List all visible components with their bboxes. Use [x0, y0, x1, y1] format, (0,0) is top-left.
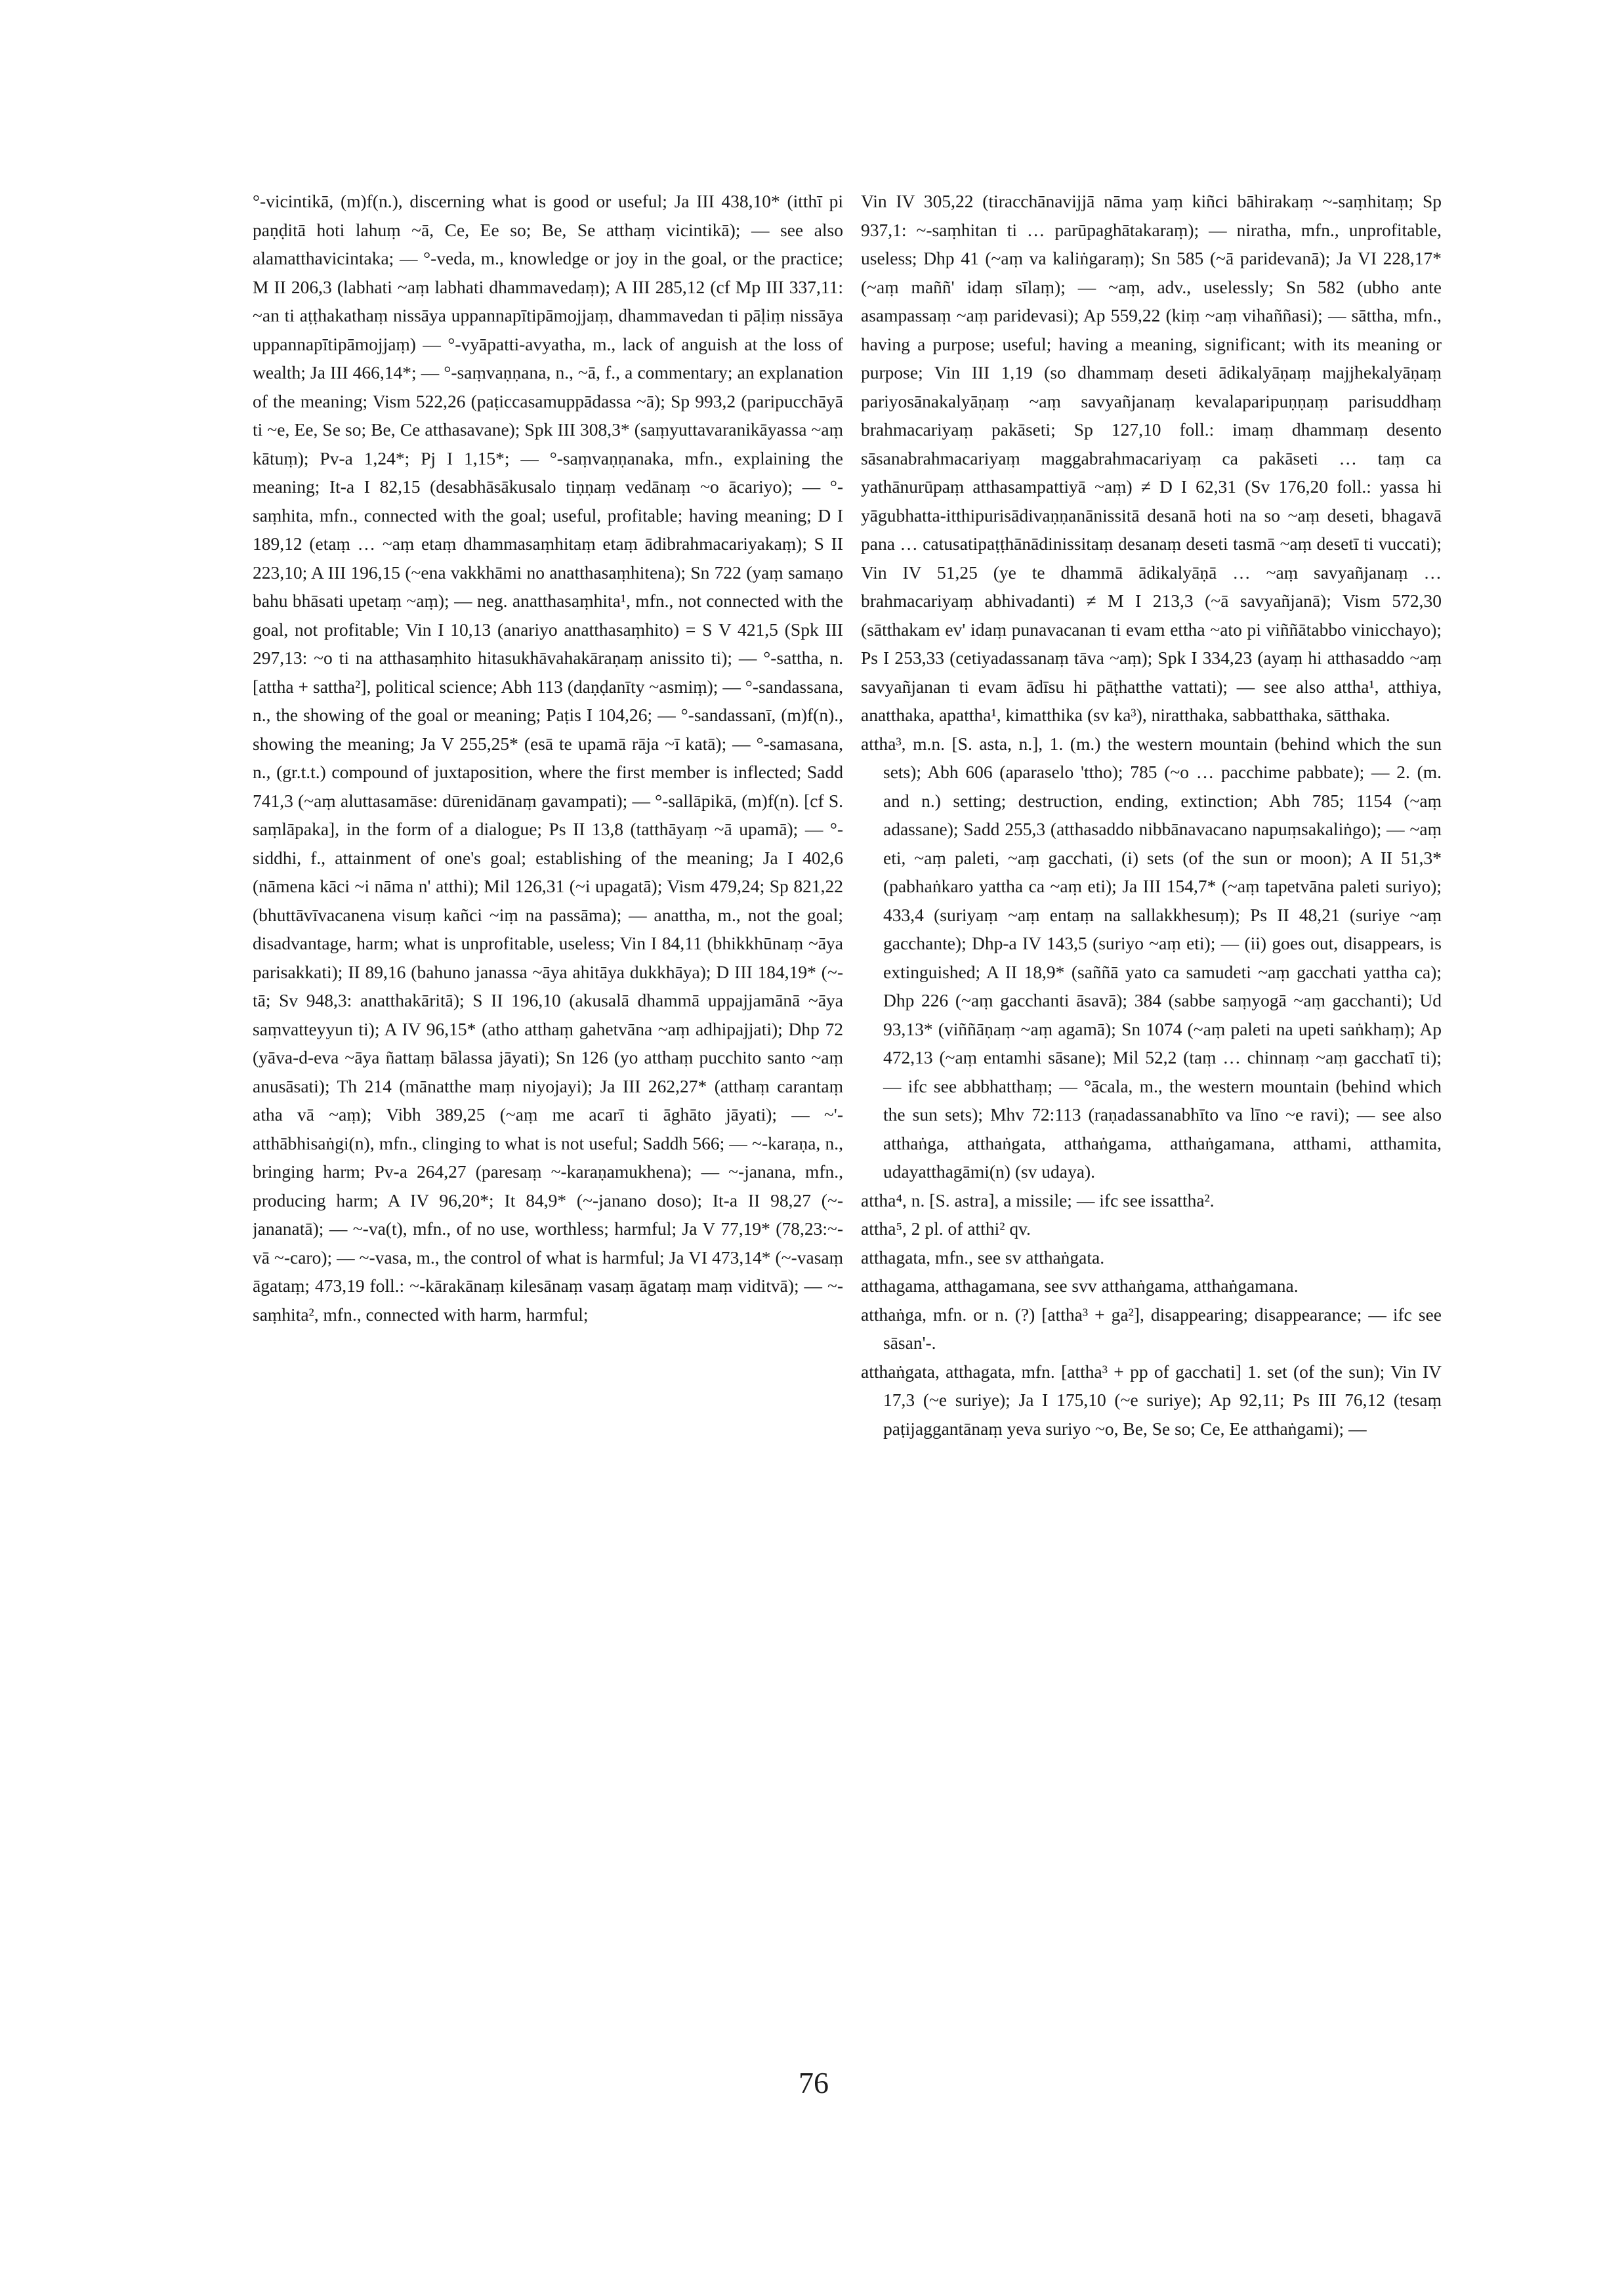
- entry-atthagama: atthagama, atthagamana, see svv atthaṅgama, atthaṅgamana.: [861, 1275, 1299, 1296]
- entry-atthangata: atthaṅgata, atthagata, mfn. [attha³ + pp of gacchati] 1. set (of the sun); Vin IV 17,3 (~e suriye); Ja I 175,10 (~e suriye); Ap 92,11; Ps III 76,12 (tesaṃ paṭijaggantānaṃ yeva suriyo ~o, Be, Se so; Ce, Ee atthaṅgami); —: [861, 1361, 1442, 1439]
- entry-attha4: attha⁴, n. [S. astra], a missile; — ifc see issattha².: [861, 1189, 1215, 1210]
- entry-atthagata: atthagata, mfn., see sv atthaṅgata.: [861, 1247, 1105, 1268]
- entry-attha5: attha⁵, 2 pl. of atthi² qv.: [861, 1218, 1031, 1239]
- left-column-text: °-vicintikā, (m)f(n.), discerning what is good or useful; Ja III 438,10* (itthī pi paṇḍitā hoti lahuṃ ~ā, Ce, Ee so; Be, Se atthaṃ vicintikā); — see also alamatthavicintaka; — °-veda, m., knowledge or joy in the goal, or the practice; M II 206,3 (labhati ~aṃ labhati dhammavedaṃ); A III 285,12 (cf Mp III 337,11: ~an ti aṭṭhakathaṃ nissāya uppannapītipāmojjaṃ, dhammavedan ti pāḷiṃ nissāya uppannapītipāmojjaṃ) — °-vyāpatti-avyatha, m., lack of anguish at the loss of wealth; Ja III 466,14*; — °-saṃvaṇṇana, n., ~ā, f., a commentary; an explanation of the meaning; Vism 522,26 (paṭiccasamuppādassa ~ā); Sp 993,2 (paripucchāyā ti ~e, Ee, Se so; Be, Ce atthasavane); Spk III 308,3* (saṃyuttavaranikāyassa ~aṃ kātuṃ); Pv-a 1,24*; Pj I 1,15*; — °-saṃvaṇṇanaka, mfn., explaining the meaning; It-a I 82,15 (desabhāsākusalo tiṇṇaṃ vedānaṃ ~o ācariyo); — °-saṃhita, mfn., connected with the goal; useful, profitable; having meaning; D I 189,12 (etaṃ … ~aṃ etaṃ dhammasaṃhitaṃ etaṃ ādibrahmacariyakaṃ); S II 223,10; A III 196,15 (~ena vakkhāmi no anatthasaṃhitena); Sn 722 (yaṃ samaṇo bahu bhāsati upetaṃ ~aṃ); — neg. anatthasaṃhita¹, mfn., not connected with the goal, not profitable; Vin I 10,13 (anariyo anatthasaṃhito) = S V 421,5 (Spk III 297,13: ~o ti na atthasaṃhito hitasukhāvahakāraṇaṃ anissito ti); — °-sattha, n. [attha + sattha²], political science; Abh 113 (daṇḍanīty ~asmiṃ); — °-sandassana, n., the showing of the goal or meaning; Paṭis I 104,26; — °-sandassanī, (m)f(n)., showing the meaning; Ja V 255,25* (esā te upamā rāja ~ī katā); — °-samasana, n., (gr.t.t.) compound of juxtaposition, where the first member is inflected; Sadd 741,3 (~aṃ aluttasamāse: dūrenidānaṃ gavampati); — °-sallāpikā, (m)f(n). [cf S. saṃlāpaka], in the form of a dialogue; Ps II 13,8 (tatthāyaṃ ~ā upamā); — °-siddhi, f., attainment of one's goal; establishing of the meaning; Ja I 402,6 (nāmena kāci ~i nāma n' atthi); Mil 126,31 (~i upagatā); Vism 479,24; Sp 821,22 (bhuttāvīvacanena visuṃ kañci ~iṃ na passāma); — anattha, m., not the goal; disadvantage, harm; what is unprofitable, useless; Vin I 84,11 (bhikkhūnaṃ ~āya parisakkati); II 89,16 (bahuno janassa ~āya ahitāya dukkhāya); D III 184,19* (~-tā; Sv 948,3: anatthakāritā); S II 196,10 (akusalā dhammā uppajjamānā ~āya saṃvatteyyun ti); A IV 96,15* (atho atthaṃ gahetvāna ~aṃ adhipajjati); Dhp 72 (yāva-d-eva ~āya ñattaṃ bālassa jāyati); Sn 126 (yo atthaṃ pucchito santo ~aṃ anusāsati); Th 214 (mānatthe maṃ niyojayi); Ja III 262,27* (atthaṃ carantaṃ atha vā ~aṃ); Vibh 389,25 (~aṃ me acarī ti āghāto jāyati); — ~'-atthābhisaṅgi(n), mfn., clinging to what is not useful; Saddh 566; — ~-karaṇa, n., bringing harm; Pv-a 264,27 (paresaṃ ~-karaṇamukhena); — ~-janana, mfn., producing harm; A IV 96,20*; It 84,9* (~-janano doso); It-a II 98,27 (~-jananatā); — ~-va(t), mfn., of no use, worthless; harmful; Ja V 77,19* (78,23:~-vā ~-caro); — ~-vasa, m., the control of what is harmful; Ja VI 473,14* (~-vasaṃ āgataṃ; 473,19 foll.: ~-kārakānaṃ kilesānaṃ vasaṃ āgataṃ maṃ viditvā); — ~-saṃhita², mfn., connected with harm, harmful;: [253, 191, 843, 1325]
- entry-atthanga: atthaṅga, mfn. or n. (?) [attha³ + ga²], disappearing; disappearance; — ifc see sāsan'-.: [861, 1304, 1442, 1353]
- entry-attha3: attha³, m.n. [S. asta, n.], 1. (m.) the western mountain (behind which the sun sets); Abh 606 (aparaselo 'ttho); 785 (~o … pacchime pabbate); — 2. (m. and n.) setting; destruction, ending, extinction; Abh 785; 1154 (~aṃ adassane); Sadd 255,3 (atthasaddo nibbānavacano napuṃsakaliṅgo); — ~aṃ eti, ~aṃ paleti, ~aṃ gacchati, (i) sets (of the sun or moon); A II 51,3* (pabhaṅkaro yattha ca ~aṃ eti); Ja III 154,7* (~aṃ tapetvāna paleti suriyo); 433,4 (suriyaṃ ~aṃ entaṃ na sallakkhesuṃ); Ps II 48,21 (suriye ~aṃ gacchante); Dhp-a IV 143,5 (suriyo ~aṃ eti); — (ii) goes out, disappears, is extinguished; A II 18,9* (saññā yato ca samudeti ~aṃ gacchati yattha ca); Dhp 226 (~aṃ gacchanti āsavā); 384 (sabbe saṃyogā ~aṃ gacchanti); Ud 93,13* (viññāṇaṃ ~aṃ agamā); Sn 1074 (~aṃ paleti na upeti saṅkhaṃ); Ap 472,13 (~aṃ entamhi sāsane); Mil 52,2 (taṃ … chinnaṃ ~aṃ gacchatī ti); — ifc see abbhatthaṃ; — °ācala, m., the western mountain (behind which the sun sets); Mhv 72:113 (raṇadassanabhīto va līno ~e ravi); — see also atthaṅga, atthaṅgata, atthaṅgama, atthaṅgamana, atthami, atthamita, udayatthagāmi(n) (sv udaya).: [861, 733, 1442, 1182]
- right-column: [861, 187, 1442, 2155]
- entry-attha1-continuation: Vin IV 305,22 (tiracchānavijjā nāma yaṃ kiñci bāhirakaṃ ~-saṃhitaṃ; Sp 937,1: ~-saṃhitan ti … parūpaghātakaraṃ); — niratha, mfn., unprofitable, useless; Dhp 41 (~aṃ va kaliṅgaraṃ); Sn 585 (~ā paridevanā); Ja VI 228,17* (~aṃ maññ' idaṃ sīlaṃ); — ~aṃ, adv., uselessly; Sn 582 (ubho ante asampassaṃ ~aṃ paridevasi); Ap 559,22 (kiṃ ~aṃ vihaññasi); — sāttha, mfn., having a purpose; useful; having a meaning, significant; with its meaning or purpose; Vin III 1,19 (so dhammaṃ deseti ādikalyāṇaṃ majjhekalyāṇaṃ pariyosānakalyāṇaṃ ~aṃ savyañjanaṃ kevalaparipuṇṇaṃ parisuddhaṃ brahmacariyaṃ pakāseti; Sp 127,10 foll.: imaṃ dhammaṃ desento sāsanabrahmacariyaṃ maggabrahmacariyaṃ ca pakāseti … taṃ ca yathānurūpaṃ atthasampattiyā ~aṃ) ≠ D I 62,31 (Sv 176,20 foll.: yassa hi yāgubhatta-itthipurisādivaṇṇanānissitā desanā hoti na so ~aṃ deseti, bhagavā pana … catusatipaṭṭhānādinissitaṃ desanaṃ deseti tasmā ~aṃ desetī ti vuccati); Vin IV 51,25 (ye te dhammā ādikalyāṇā … ~aṃ savyañjanaṃ … brahmacariyaṃ abhivadanti) ≠ M I 213,3 (~ā savyañjanā); Vism 572,30 (sātthakam ev' idaṃ punavacanan ti evam ettha ~ato pi viññātabbo vinicchayo); Ps I 253,33 (cetiyadassanaṃ tāva ~aṃ); Spk I 334,23 (ayaṃ hi atthasaddo ~aṃ savyañjanan ti evam ādīsu hi pāṭhatthe vattati); — see also attha¹, atthiya, anatthaka, apattha¹, kimatthika (sv ka³), niratthaka, sabbatthaka, sātthaka.: [861, 191, 1442, 725]
- page-number: 76: [799, 2066, 829, 2099]
- left-column: [253, 187, 843, 2155]
